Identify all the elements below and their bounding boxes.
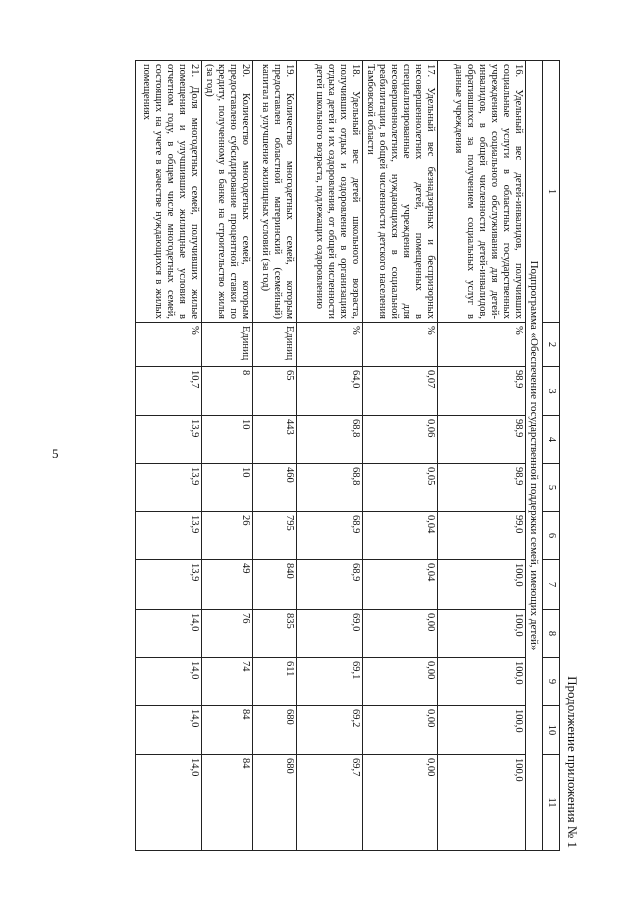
indicator-value: 14,0 <box>136 658 202 706</box>
column-header: 9 <box>543 658 560 706</box>
indicator-value: 69,0 <box>297 610 363 658</box>
column-header: 4 <box>543 416 560 464</box>
column-header: 1 <box>543 61 560 323</box>
indicator-value: 0,07 <box>363 367 438 416</box>
indicator-value: 0,06 <box>363 416 438 464</box>
indicator-value: 840 <box>253 560 297 610</box>
column-header: 11 <box>543 755 560 851</box>
indicator-value: 100,0 <box>438 755 526 851</box>
indicator-value: 460 <box>253 464 297 512</box>
continuation-label: Продолжение приложения № 1 <box>565 676 580 848</box>
column-header: 2 <box>543 323 560 367</box>
indicator-value: 84 <box>202 706 253 755</box>
indicator-value: 0,00 <box>363 755 438 851</box>
indicator-value: 100,0 <box>438 706 526 755</box>
indicator-value: 69,1 <box>297 658 363 706</box>
indicator-value: 64,0 <box>297 367 363 416</box>
table-row <box>253 61 297 851</box>
indicator-unit: % <box>136 323 202 367</box>
indicator-unit: % <box>363 323 438 367</box>
indicator-unit: Единиц <box>202 323 253 367</box>
indicator-value: 10 <box>202 464 253 512</box>
indicator-value: 100,0 <box>438 610 526 658</box>
indicator-value: 13,9 <box>136 464 202 512</box>
indicator-value: 0,00 <box>363 610 438 658</box>
indicator-value: 795 <box>253 512 297 560</box>
indicator-value: 680 <box>253 706 297 755</box>
indicator-description: 18. Удельный вес детей школьного возраста, получивших отдых и оздоровление в организациях отдыха детей и их оздоровления, от общей численности детей школьного возраста, подлежащих оздоровлению <box>297 61 363 323</box>
column-header: 8 <box>543 610 560 658</box>
indicator-unit: Единиц <box>253 323 297 367</box>
rotated-page-content <box>110 60 580 850</box>
indicator-value: 98,9 <box>438 464 526 512</box>
column-header: 5 <box>543 464 560 512</box>
table-row <box>297 61 363 851</box>
indicator-value: 10 <box>202 416 253 464</box>
indicator-value: 443 <box>253 416 297 464</box>
indicator-value: 98,9 <box>438 367 526 416</box>
indicator-value: 680 <box>253 755 297 851</box>
table-row <box>438 61 526 851</box>
indicators-table <box>135 60 560 851</box>
indicator-value: 68,8 <box>297 416 363 464</box>
indicator-value: 68,9 <box>297 512 363 560</box>
indicator-description: 17. Удельный вес безнадзорных и беспризорных несовершеннолетних детей, помещенных в специализированные учреждения для несовершеннолетних, нуждающихся в социальной реабилитации, в общей численности детского населения Тамбовской области <box>363 61 438 323</box>
indicator-value: 611 <box>253 658 297 706</box>
table-row <box>136 61 202 851</box>
indicator-value: 100,0 <box>438 658 526 706</box>
column-header: 7 <box>543 560 560 610</box>
indicator-value: 99,0 <box>438 512 526 560</box>
indicator-value: 76 <box>202 610 253 658</box>
indicator-value: 14,0 <box>136 755 202 851</box>
indicator-value: 0,00 <box>363 706 438 755</box>
indicator-value: 68,9 <box>297 560 363 610</box>
indicator-value: 100,0 <box>438 560 526 610</box>
indicator-value: 10,7 <box>136 367 202 416</box>
indicator-value: 0,05 <box>363 464 438 512</box>
indicator-description: 21. Доля многодетных семей, получивших жилые помещения и улучшивших жилищные условия в отчетном году, в общем числе многодетных семей, состоящих на учете в качестве нуждающихся в жилых помещениях <box>136 61 202 323</box>
indicator-value: 65 <box>253 367 297 416</box>
indicator-value: 13,9 <box>136 560 202 610</box>
column-header: 10 <box>543 706 560 755</box>
indicator-value: 13,9 <box>136 512 202 560</box>
indicator-value: 0,00 <box>363 658 438 706</box>
indicator-value: 84 <box>202 755 253 851</box>
indicator-unit: % <box>297 323 363 367</box>
indicator-value: 98,9 <box>438 416 526 464</box>
table-row <box>363 61 438 851</box>
page-number: 5 <box>52 446 59 461</box>
indicator-value: 14,0 <box>136 706 202 755</box>
indicator-value: 26 <box>202 512 253 560</box>
indicator-value: 8 <box>202 367 253 416</box>
column-header-row <box>543 61 560 851</box>
indicator-value: 68,8 <box>297 464 363 512</box>
indicator-value: 74 <box>202 658 253 706</box>
indicator-unit: % <box>438 323 526 367</box>
indicator-value: 69,2 <box>297 706 363 755</box>
indicator-value: 69,7 <box>297 755 363 851</box>
column-header: 3 <box>543 367 560 416</box>
subprogram-row <box>526 61 543 851</box>
indicator-value: 14,0 <box>136 610 202 658</box>
subprogram-title: Подпрограмма «Обеспечение государственной поддержки семей, имеющих детей» <box>526 61 543 851</box>
indicator-description: 19. Количество многодетных семей, которым предоставлен областной материнский (семейный) капитал на улучшение жилищных условий (за год) <box>253 61 297 323</box>
indicator-value: 0,04 <box>363 560 438 610</box>
indicator-value: 835 <box>253 610 297 658</box>
indicator-description: 20. Количество многодетных семей, которым предоставлено субсидирование процентной ставки по кредиту, полученному в банке на строительство жилья (за год) <box>202 61 253 323</box>
indicator-value: 13,9 <box>136 416 202 464</box>
indicator-value: 0,04 <box>363 512 438 560</box>
table-row <box>202 61 253 851</box>
indicator-description: 16. Удельный вес детей-инвалидов, получивших социальные услуги в областных государственных учреждениях социального обслуживания для детей-инвалидов, в общей численности детей-инвалидов, обратившихся за получением социальных услуг в данные учреждения <box>438 61 526 323</box>
indicator-value: 49 <box>202 560 253 610</box>
column-header: 6 <box>543 512 560 560</box>
